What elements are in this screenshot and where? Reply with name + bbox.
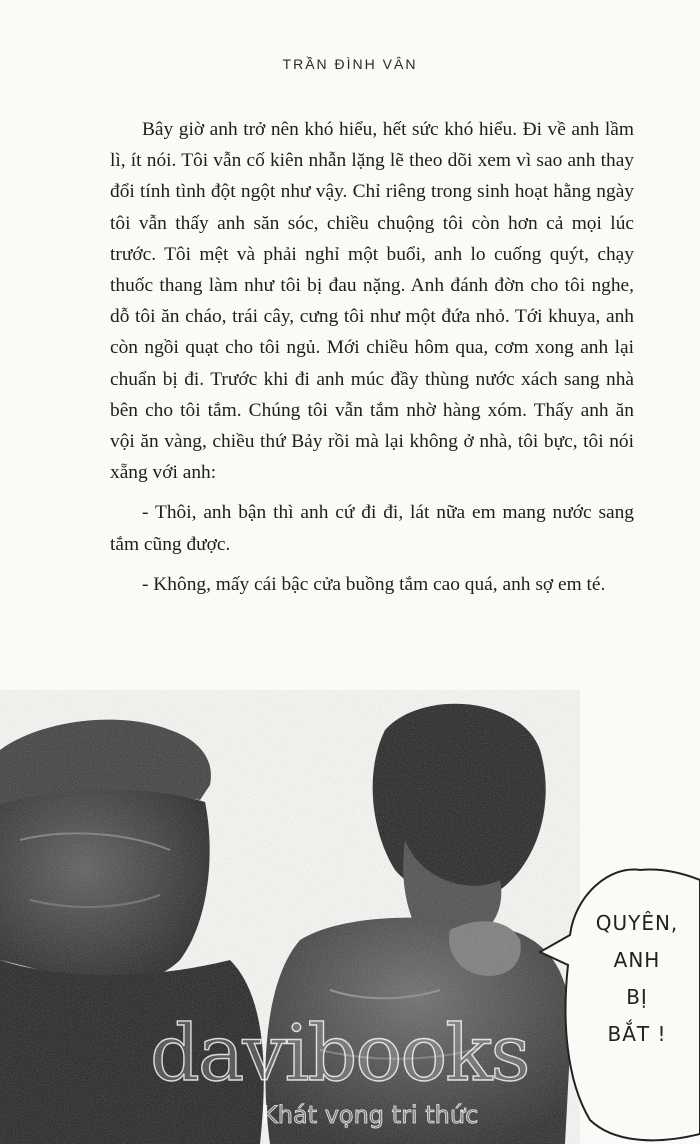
bubble-line-3: BỊ (626, 985, 648, 1009)
paragraph-3: - Không, mấy cái bậc cửa buồng tắm cao quá, anh sợ em té. (142, 573, 606, 595)
running-header: TRẦN ĐÌNH VÂN (282, 56, 418, 72)
bubble-line-2: ANH (613, 948, 661, 972)
speech-bubble-text (582, 905, 692, 1053)
watermark-brand: davibooks (150, 1009, 529, 1099)
paragraph-2: - Thôi, anh bận thì anh cứ đi đi, lát nữa em mang nước sang tắm cũng được. (110, 502, 634, 555)
bubble-line-4: BẮT ! (607, 1022, 667, 1046)
bubble-line-1: QUYÊN, (595, 911, 679, 935)
watermark-tagline: Khát vọng tri thức (262, 1101, 479, 1129)
body-text (110, 114, 634, 609)
paragraph-1: Bây giờ anh trở nên khó hiểu, hết sức khó hiểu. Đi về anh lầm lì, ít nói. Tôi vẫn cố kiên nhẫn lặng lẽ theo dõi xem vì sao anh thay đổi tính tình đột ngột như vậy. Chỉ riêng trong sinh hoạt hằng ngày tôi vẫn thấy anh săn sóc, chiều chuộng tôi còn hơn cả mọi lúc trước. Tôi mệt và phải nghỉ một buổi, anh lo cuống quýt, chạy thuốc thang làm như tôi bị đau nặng. Anh đánh đờn cho tôi nghe, dỗ tôi ăn cháo, trái cây, cưng tôi như một đứa nhỏ. Tới khuya, anh còn ngồi quạt cho tôi ngủ. Mới chiều hôm qua, cơm xong anh lại chuẩn bị đi. Trước khi đi anh múc đầy thùng nước xách sang nhà bên cho tôi tắm. Chúng tôi vẫn tắm nhờ hàng xóm. Thấy anh ăn vội ăn vàng, chiều thứ Bảy rồi mà lại không ở nhà, tôi bực, tôi nói xẵng với anh: (110, 119, 634, 484)
